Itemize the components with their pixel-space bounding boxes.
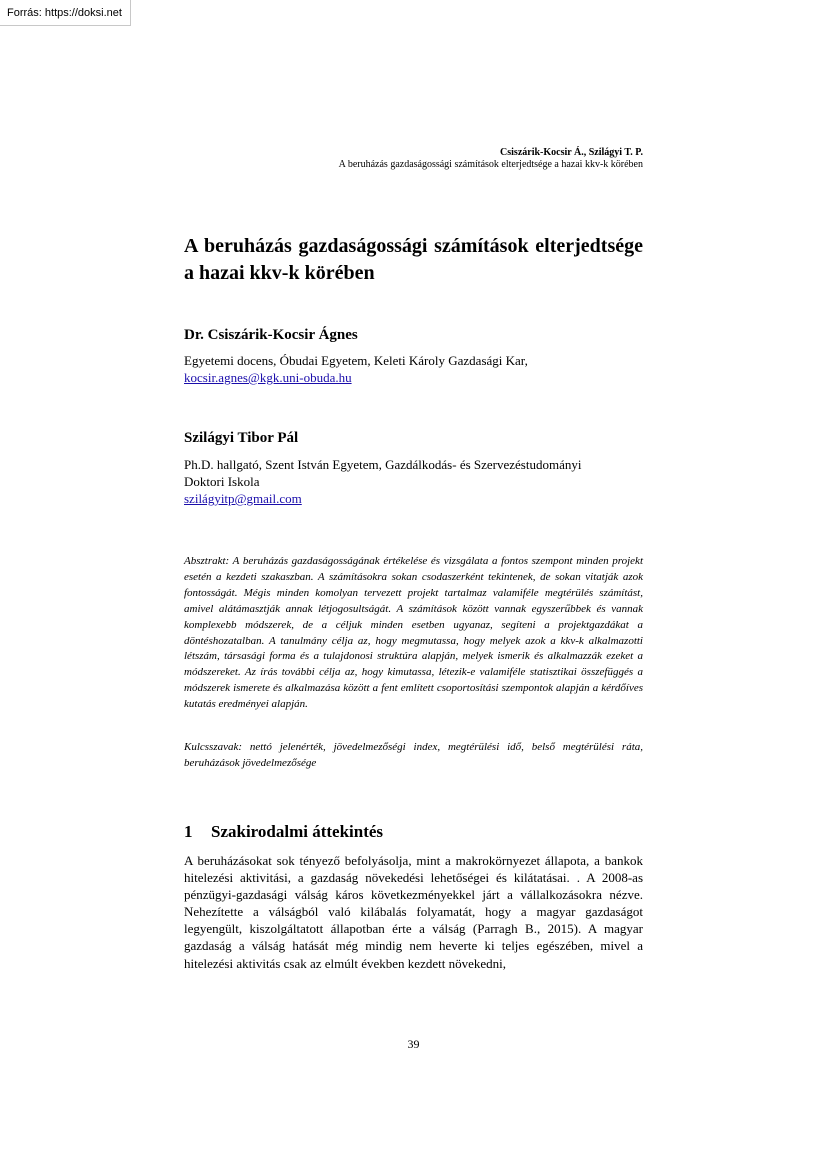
paper-title: A beruházás gazdaságossági számítások elterjedtsége a hazai kkv-k körében [184,235,643,284]
section-title: Szakirodalmi áttekintés [211,822,384,841]
source-badge: Forrás: https://doksi.net [0,0,131,26]
running-head [339,147,643,171]
section-number: 1 [184,822,193,841]
keywords: Kulcsszavak: nettó jelenérték, jövedelmezőségi index, megtérülési idő, belső megtérülési ráta, beruházások jövedelmezősége [184,741,643,769]
abstract: Absztrakt: A beruházás gazdaságosságának értékelése és vizsgálata a fontos szempont minden projekt esetén a kezdeti szakaszban. A számításokra sokan csodaszerként tekintenek, de sokan vitatják azok fontosságát. Mégis minden komolyan tervezett projekt tartalmaz valamiféle megtérülés számítást, amivel alátámasztják annak létjogosultságát. A számítások között vannak egyszerűbbek és vannak komplexebb módszerek, de a céljuk minden esetben ugyanaz, segíteni a projektgazdákat a döntéshozatalban. A tanulmány célja az, hogy megmutassa, hogy melyek azok a kkv-k alkalmazotti létszám, társasági forma és a tulajdonosi struktúra alapján, melyek ismerik és alkalmazzák ezeket a módszereket. Az írás további célja az, hogy kimutassa, létezik-e valamiféle statisztikai összefüggés a módszerek ismerete és alkalmazása között a fent említett csoportosítási szempontok alapján a kérdőíves kutatás eredményei alapján. [184,555,643,711]
author-affiliation: Ph.D. hallgató, Szent István Egyetem, Gazdálkodás- és Szervezéstudományi Doktori Iskola [184,457,582,489]
author-affiliation: Egyetemi docens, Óbudai Egyetem, Keleti Károly Gazdasági Kar, [184,353,528,368]
section-heading [184,821,643,843]
author-email-link[interactable]: kocsir.agnes@kgk.uni-obuda.hu [184,370,352,385]
running-head-title: A beruházás gazdaságossági számítások elterjedtsége a hazai kkv-k körében [338,159,643,170]
section-body-paragraph: A beruházásokat sok tényező befolyásolja, mint a makrokörnyezet állapota, a bankok hitelezési aktivitási, a gazdaság növekedési lehetőségei és kilátatásai. . A 2008-as pénzügyi-gazdasági válság káros következményekkel járt a vállalkozásokra nézve. Nehezítette a válságból való kilábalás folyamatát, hogy a magyar gazdaságot legyengült, kiszolgáltatott állapotban érte a válság (Parragh B., 2015). A magyar gazdaság a válság hatását még mindig nem heverte ki teljes egészében, mivel a hitelezési aktivitás csak az elmúlt években kezdett növekedni, [184,853,643,971]
author-name: Szilágyi Tibor Pál [184,430,299,446]
author-block-1 [184,325,643,387]
running-head-authors: Csiszárik-Kocsir Á., Szilágyi T. P. [500,147,643,158]
author-block-2 [184,428,643,508]
author-email-link[interactable]: szilágyitp@gmail.com [184,491,302,506]
page-number: 39 [407,1037,420,1051]
author-name: Dr. Csiszárik-Kocsir Ágnes [184,327,358,343]
